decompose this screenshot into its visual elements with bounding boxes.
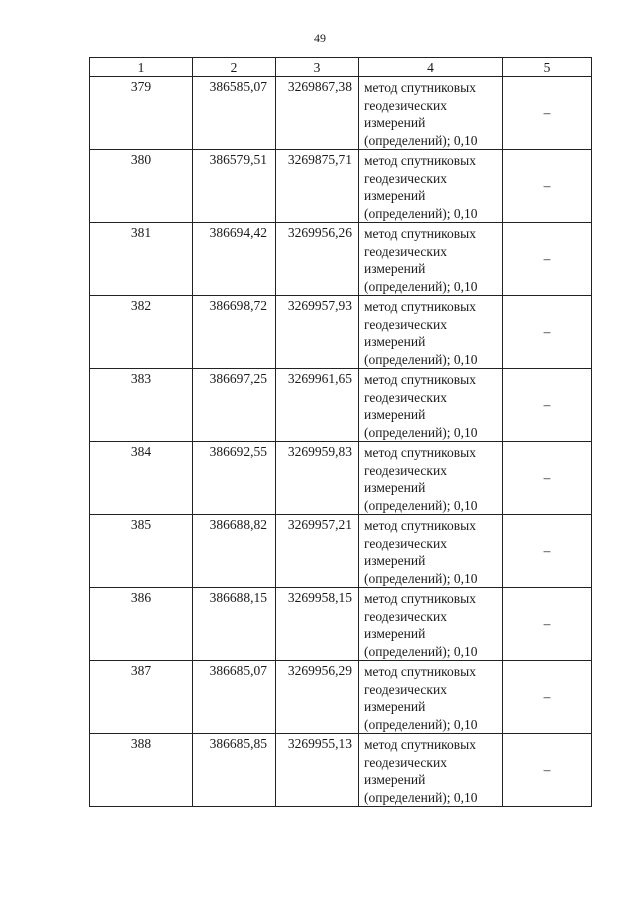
method-line: измерений [364, 553, 426, 568]
method-line: измерений [364, 407, 426, 422]
method-cell [359, 296, 503, 369]
coordinate-x-cell: 386698,72 [193, 296, 276, 369]
method-line: (определений); 0,10 [364, 205, 478, 221]
method-line: метод спутниковых [364, 299, 476, 314]
method-line: геодезических [364, 243, 447, 259]
method-line: измерений [364, 115, 426, 130]
method-cell [359, 369, 503, 442]
coordinate-x-cell: 386585,07 [193, 77, 276, 150]
column-header-5: 5 [503, 58, 592, 77]
note-cell: – [503, 442, 592, 515]
coordinates-table [89, 57, 592, 807]
note-cell: – [503, 150, 592, 223]
method-line: метод спутниковых [364, 226, 476, 241]
method-cell [359, 661, 503, 734]
table-row [90, 150, 592, 223]
method-cell [359, 515, 503, 588]
note-cell: – [503, 661, 592, 734]
table-row [90, 296, 592, 369]
table-row [90, 442, 592, 515]
coordinate-x-cell: 386685,85 [193, 734, 276, 807]
method-line: измерений [364, 480, 426, 495]
method-line: геодезических [364, 316, 447, 332]
note-cell: – [503, 223, 592, 296]
method-line: (определений); 0,10 [364, 424, 478, 440]
point-number-cell: 383 [90, 369, 193, 442]
coordinate-y-cell: 3269961,65 [276, 369, 359, 442]
coordinate-y-cell: 3269867,38 [276, 77, 359, 150]
coordinate-x-cell: 386688,15 [193, 588, 276, 661]
method-line: измерений [364, 626, 426, 641]
method-line: (определений); 0,10 [364, 643, 478, 659]
table-row [90, 369, 592, 442]
table-header-row [90, 58, 592, 77]
table-row [90, 588, 592, 661]
coordinate-x-cell: 386692,55 [193, 442, 276, 515]
method-line: геодезических [364, 170, 447, 186]
method-line: геодезических [364, 462, 447, 478]
table-row [90, 515, 592, 588]
coordinate-x-cell: 386694,42 [193, 223, 276, 296]
method-line: (определений); 0,10 [364, 789, 478, 805]
method-cell [359, 442, 503, 515]
note-cell: – [503, 515, 592, 588]
method-line: метод спутниковых [364, 80, 476, 95]
method-line: геодезических [364, 681, 447, 697]
method-line: измерений [364, 699, 426, 714]
table-row [90, 223, 592, 296]
point-number-cell: 386 [90, 588, 193, 661]
method-line: геодезических [364, 754, 447, 770]
point-number-cell: 379 [90, 77, 193, 150]
method-cell [359, 150, 503, 223]
coordinate-y-cell: 3269956,26 [276, 223, 359, 296]
note-cell: – [503, 369, 592, 442]
table-row [90, 77, 592, 150]
method-line: геодезических [364, 535, 447, 551]
method-line: (определений); 0,10 [364, 132, 478, 148]
note-cell: – [503, 296, 592, 369]
coordinate-y-cell: 3269958,15 [276, 588, 359, 661]
method-line: измерений [364, 188, 426, 203]
point-number-cell: 380 [90, 150, 193, 223]
method-line: метод спутниковых [364, 664, 476, 679]
method-line: (определений); 0,10 [364, 497, 478, 513]
point-number-cell: 381 [90, 223, 193, 296]
point-number-cell: 385 [90, 515, 193, 588]
method-line: измерений [364, 772, 426, 787]
method-line: измерений [364, 261, 426, 276]
point-number-cell: 384 [90, 442, 193, 515]
coordinate-y-cell: 3269957,93 [276, 296, 359, 369]
method-cell [359, 588, 503, 661]
coordinate-y-cell: 3269875,71 [276, 150, 359, 223]
page-number: 49 [314, 31, 326, 45]
method-line: метод спутниковых [364, 153, 476, 168]
table-body [90, 77, 592, 807]
point-number-cell: 387 [90, 661, 193, 734]
coordinate-x-cell: 386697,25 [193, 369, 276, 442]
point-number-cell: 388 [90, 734, 193, 807]
method-line: (определений); 0,10 [364, 278, 478, 294]
coordinate-x-cell: 386685,07 [193, 661, 276, 734]
method-line: геодезических [364, 97, 447, 113]
coordinate-y-cell: 3269959,83 [276, 442, 359, 515]
method-line: метод спутниковых [364, 591, 476, 606]
method-line: (определений); 0,10 [364, 716, 478, 732]
method-line: измерений [364, 334, 426, 349]
note-cell: – [503, 77, 592, 150]
note-cell: – [503, 734, 592, 807]
method-line: метод спутниковых [364, 737, 476, 752]
method-line: метод спутниковых [364, 372, 476, 387]
method-line: метод спутниковых [364, 445, 476, 460]
method-line: геодезических [364, 608, 447, 624]
method-line: (определений); 0,10 [364, 570, 478, 586]
method-cell [359, 223, 503, 296]
method-line: геодезических [364, 389, 447, 405]
table-row [90, 734, 592, 807]
column-header-4: 4 [359, 58, 503, 77]
coordinate-y-cell: 3269956,29 [276, 661, 359, 734]
coordinate-x-cell: 386579,51 [193, 150, 276, 223]
note-cell: – [503, 588, 592, 661]
coordinate-y-cell: 3269955,13 [276, 734, 359, 807]
coordinate-y-cell: 3269957,21 [276, 515, 359, 588]
column-header-3: 3 [276, 58, 359, 77]
column-header-2: 2 [193, 58, 276, 77]
method-line: метод спутниковых [364, 518, 476, 533]
point-number-cell: 382 [90, 296, 193, 369]
method-cell [359, 734, 503, 807]
method-cell [359, 77, 503, 150]
column-header-1: 1 [90, 58, 193, 77]
coordinate-x-cell: 386688,82 [193, 515, 276, 588]
method-line: (определений); 0,10 [364, 351, 478, 367]
table-row [90, 661, 592, 734]
